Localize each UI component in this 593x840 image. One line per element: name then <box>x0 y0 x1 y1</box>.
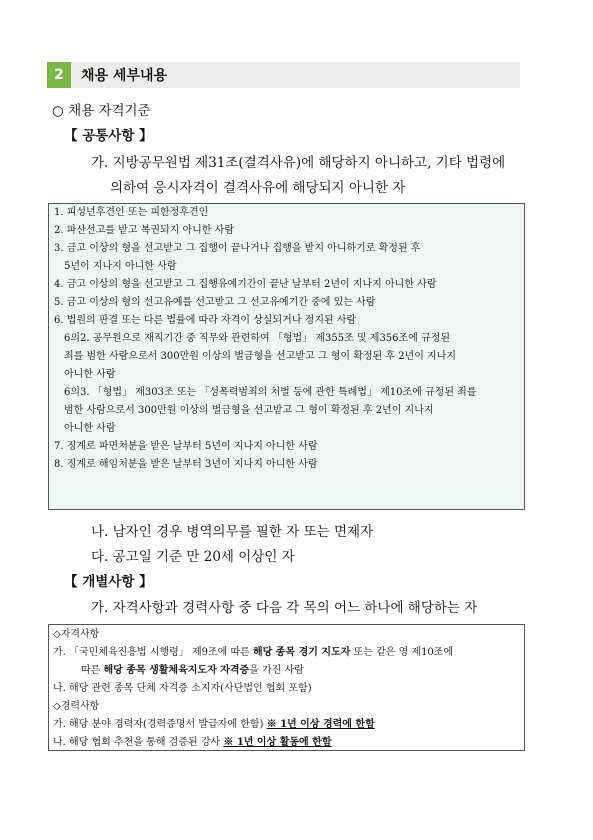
individual-criteria-box <box>48 624 525 751</box>
individual-item-ga: 가. 자격사항과 경력사항 중 다음 각 목의 어느 하나에 해당하는 자 <box>91 600 478 616</box>
box-row: 6의3. 「형법」 제303조 또는 「성폭력범죄의 처벌 등에 관한 특례법」 제10조에 규정된 죄를 <box>64 387 477 398</box>
emphasis-text: 해당 종목 경기 지도자 <box>253 647 351 658</box>
text: 을 가진 사람 <box>249 665 304 676</box>
box-row: 나. 해당 관련 종목 단체 자격증 소지자(사단법인 협회 포함) <box>53 683 312 694</box>
box-row: 7. 징계로 파면처분을 받은 날부터 5년이 지나지 아니한 사람 <box>54 441 318 452</box>
box-row: 1. 피성년후견인 또는 피한정후견인 <box>54 207 209 218</box>
section-number: 2 <box>47 62 71 88</box>
box-row <box>49 662 524 680</box>
qualification-heading: ○ 채용 자격기준 <box>52 103 151 119</box>
text: 또는 같은 영 제10조에 <box>350 647 454 658</box>
text: 가. 「국민체육진흥법 시행령」 제9조에 따른 <box>53 647 253 658</box>
box-row: 8. 징계로 해임처분을 받은 날부터 3년이 지나지 아니한 사람 <box>54 459 318 470</box>
common-item-na: 나. 남자인 경우 병역의무를 필한 자 또는 면제자 <box>91 524 374 540</box>
box-row: 5. 금고 이상의 형의 선고유예를 선고받고 그 선고유예기간 중에 있는 사람 <box>54 297 376 308</box>
box-row: 범한 사람으로서 300만원 이상의 벌금형을 선고받고 그 형이 확정된 후 2년이 지나지 <box>64 405 434 416</box>
box-row: 아니한 사람 <box>64 423 116 434</box>
box-row: 6. 법원의 판결 또는 다른 법률에 따라 자격이 상실되거나 정지된 사람 <box>54 315 357 326</box>
qualification-subheading: ◇자격사항 <box>53 629 100 640</box>
common-heading: 【 공통사항 】 <box>64 128 153 144</box>
text: 따른 <box>81 665 104 676</box>
common-item-ga-line2: 의하여 응시자격이 결격사유에 해당되지 아니한 자 <box>110 180 406 196</box>
text: 가. 해당 분야 경력자(경력증명서 발급자에 한함) <box>53 719 267 730</box>
box-row: 아니한 사람 <box>64 369 116 380</box>
box-row: 3. 금고 이상의 형을 선고받고 그 집행이 끝나거나 집행을 받지 아니하기로 확정된 후 <box>54 243 421 254</box>
emphasis-text: ※ 1년 이상 활동에 한함 <box>223 737 332 748</box>
box-row: 2. 파산선고를 받고 복권되지 아니한 사람 <box>54 225 234 236</box>
common-item-da: 다. 공고일 기준 만 20세 이상인 자 <box>91 549 295 565</box>
individual-heading: 【 개별사항 】 <box>64 574 153 590</box>
box-row <box>49 734 524 752</box>
box-row <box>49 644 524 662</box>
box-row <box>49 716 524 734</box>
box-row: 죄를 범한 사람으로서 300만원 이상의 벌금형을 선고받고 그 형이 확정된 후 2년이 지나지 <box>64 351 457 362</box>
disqualification-box <box>48 203 525 510</box>
experience-subheading: ◇경력사항 <box>53 701 100 712</box>
text: 나. 해당 협회 추천을 통해 검증된 강사 <box>53 737 224 748</box>
emphasis-text: 해당 종목 생활체육지도자 자격증 <box>103 665 250 676</box>
box-row: 5년이 지나지 아니한 사람 <box>64 261 177 272</box>
box-row: 4. 금고 이상의 형을 선고받고 그 집행유예기간이 끝난 날부터 2년이 지나지 아니한 사람 <box>54 279 437 290</box>
section-title: 채용 세부내용 <box>81 68 168 84</box>
box-row: 6의2. 공무원으로 재직기간 중 직무와 관련하여 「형법」 제355조 및 제356조에 규정된 <box>64 333 451 344</box>
emphasis-text: ※ 1년 이상 경력에 한함 <box>266 719 375 730</box>
common-item-ga-line1: 가. 지방공무원법 제31조(결격사유)에 해당하지 아니하고, 기타 법령에 <box>91 155 506 171</box>
section-header <box>47 62 520 88</box>
